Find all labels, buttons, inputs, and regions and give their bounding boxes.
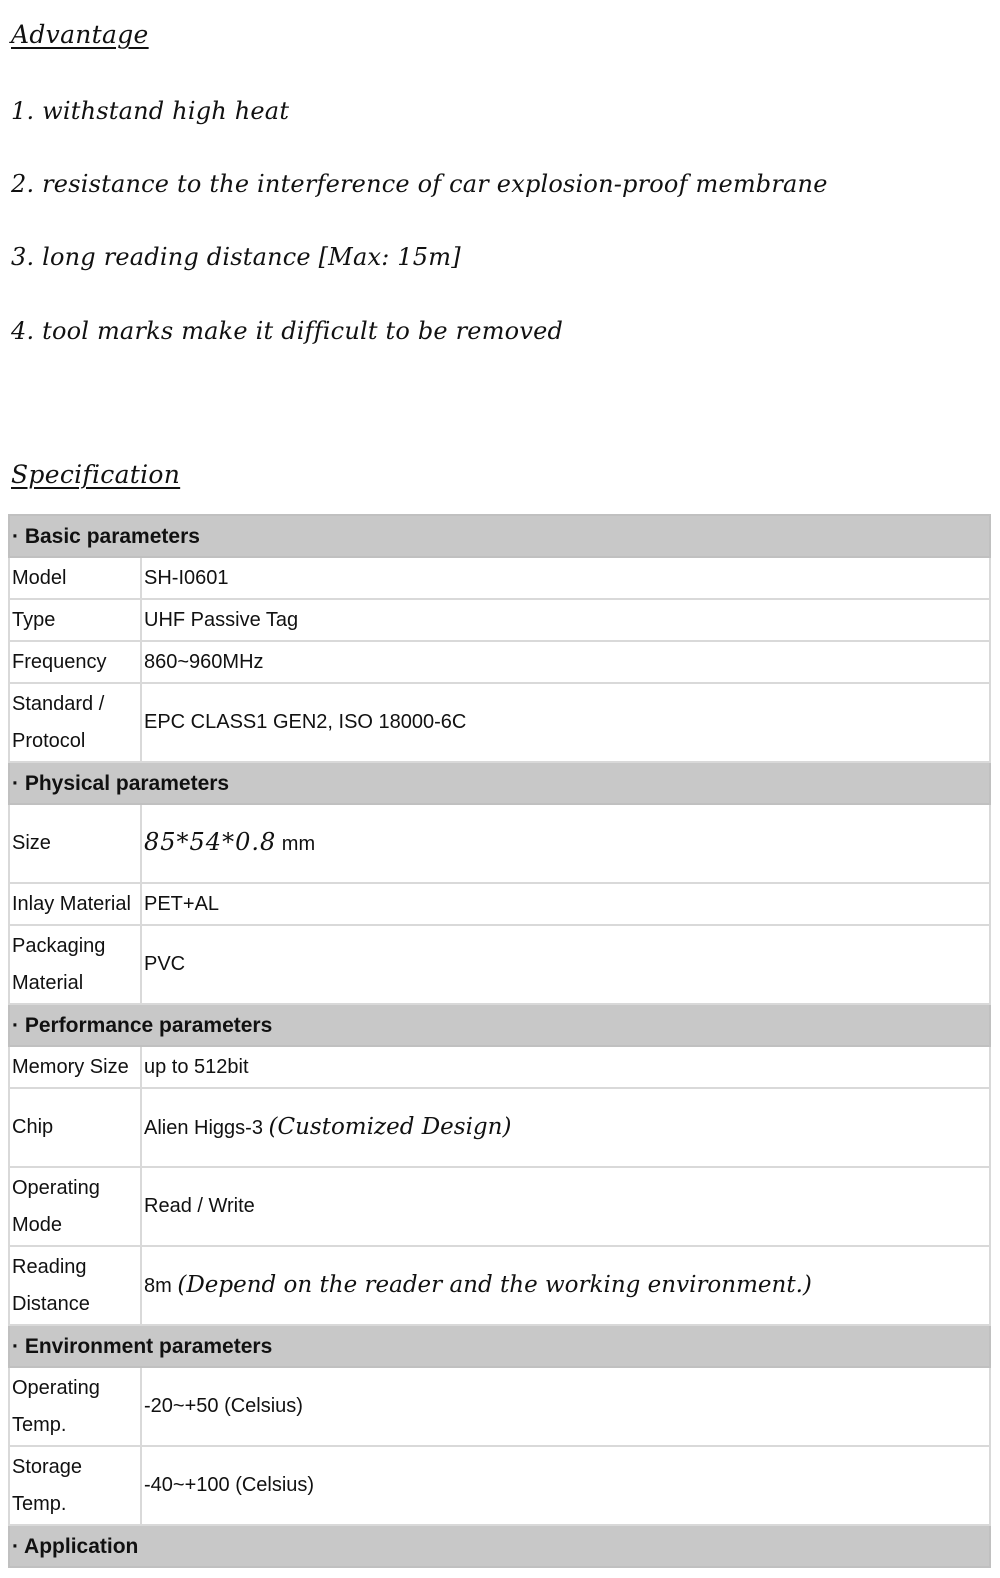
table-row [9,1088,990,1167]
spec-value: PET+AL [141,883,990,925]
advantage-item-2: 2. resistance to the interference of car explosion-proof membrane [11,170,828,198]
table-row [9,804,990,883]
spec-value [141,804,990,883]
table-row [9,1367,990,1446]
spec-label: Memory Size [9,1046,141,1088]
spec-value: -40~+100 (Celsius) [141,1446,990,1525]
advantage-item-1: 1. withstand high heat [11,97,290,125]
section-header-application: · Application [9,1525,990,1567]
chip-value: Alien Higgs-3 [144,1116,269,1139]
spec-label: Size [9,804,141,883]
section-header-performance: · Performance parameters [9,1004,990,1046]
spec-value: PVC [141,925,990,1004]
section-row-performance [9,1004,990,1046]
table-row [9,1446,990,1525]
advantage-heading: Advantage [11,20,149,49]
spec-label: Model [9,557,141,599]
advantage-item-3: 3. long reading distance [Max: 15m] [11,243,461,271]
section-row-environment [9,1325,990,1367]
table-row [9,1167,990,1246]
section-row-physical [9,762,990,804]
spec-value: SH-I0601 [141,557,990,599]
distance-note: (Depend on the reader and the working environment.) [177,1271,812,1298]
spec-value: 860~960MHz [141,641,990,683]
spec-value: up to 512bit [141,1046,990,1088]
spec-value: Read / Write [141,1167,990,1246]
spec-label: Operating Temp. [9,1367,141,1446]
section-header-environment: · Environment parameters [9,1325,990,1367]
spec-label: Type [9,599,141,641]
distance-value: 8m [144,1274,178,1297]
table-row [9,1046,990,1088]
spec-label: Operating Mode [9,1167,141,1246]
specification-heading: Specification [11,460,181,489]
spec-value: -20~+50 (Celsius) [141,1367,990,1446]
spec-value [141,1088,990,1167]
spec-value: UHF Passive Tag [141,599,990,641]
advantage-item-4: 4. tool marks make it difficult to be removed [11,317,564,345]
chip-note: (Customized Design) [268,1113,512,1140]
spec-label: Standard / Protocol [9,683,141,762]
size-value: 85*54*0.8 [144,828,277,856]
section-header-basic: · Basic parameters [9,515,990,557]
table-row [9,557,990,599]
specification-table [8,514,991,1568]
table-row [9,1246,990,1325]
spec-label: Storage Temp. [9,1446,141,1525]
table-row [9,883,990,925]
spec-label: Chip [9,1088,141,1167]
section-header-physical: · Physical parameters [9,762,990,804]
spec-label: Frequency [9,641,141,683]
spec-value [141,1246,990,1325]
spec-label: Inlay Material [9,883,141,925]
table-row [9,683,990,762]
spec-value: EPC CLASS1 GEN2, ISO 18000-6C [141,683,990,762]
section-row-application [9,1525,990,1567]
spec-label: Reading Distance [9,1246,141,1325]
section-row-basic [9,515,990,557]
table-row [9,925,990,1004]
table-row [9,641,990,683]
spec-label: Packaging Material [9,925,141,1004]
table-row [9,599,990,641]
size-unit: mm [276,833,316,855]
